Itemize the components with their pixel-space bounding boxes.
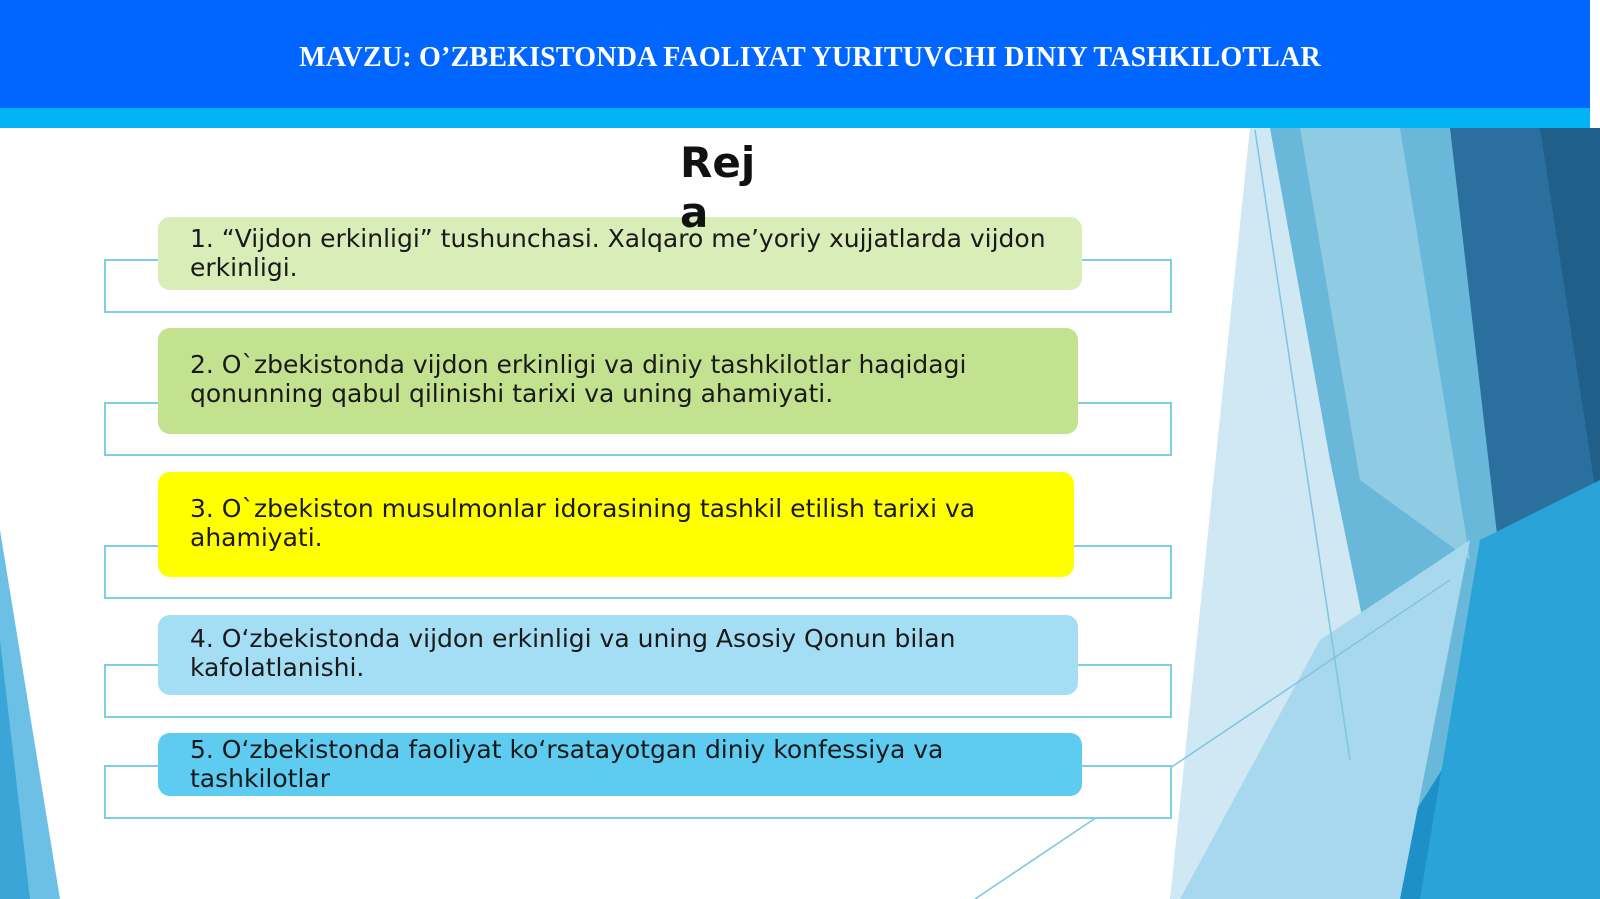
plan-item-2: 2. O`zbekistonda vijdon erkinligi va diniy tashkilotlar haqidagi qonunning qabul qilinishi tarixi va uning ahamiyati. bbox=[158, 328, 1078, 434]
plan-item-3: 3. O`zbekiston musulmonlar idorasining tashkil etilish tarixi va ahamiyati. bbox=[158, 472, 1074, 577]
plan-item-4: 4. O‘zbekistonda vijdon erkinligi va uning Asosiy Qonun bilan kafolatlanishi. bbox=[158, 615, 1078, 695]
plan-heading: Reja bbox=[680, 138, 756, 237]
plan-item-1: 1. “Vijdon erkinligi” tushunchasi. Xalqaro me’yoriy xujjatlarda vijdon erkinligi. bbox=[158, 217, 1082, 290]
plan-item-5: 5. O‘zbekistonda faoliyat ko‘rsatayotgan diniy konfessiya va tashkilotlar bbox=[158, 733, 1082, 796]
header-accent-strip bbox=[0, 108, 1590, 128]
slide-title: MAVZU: O’ZBEKISTONDA FAOLIYAT YURITUVCHI DINIY TASHKILOTLAR bbox=[299, 42, 1321, 73]
